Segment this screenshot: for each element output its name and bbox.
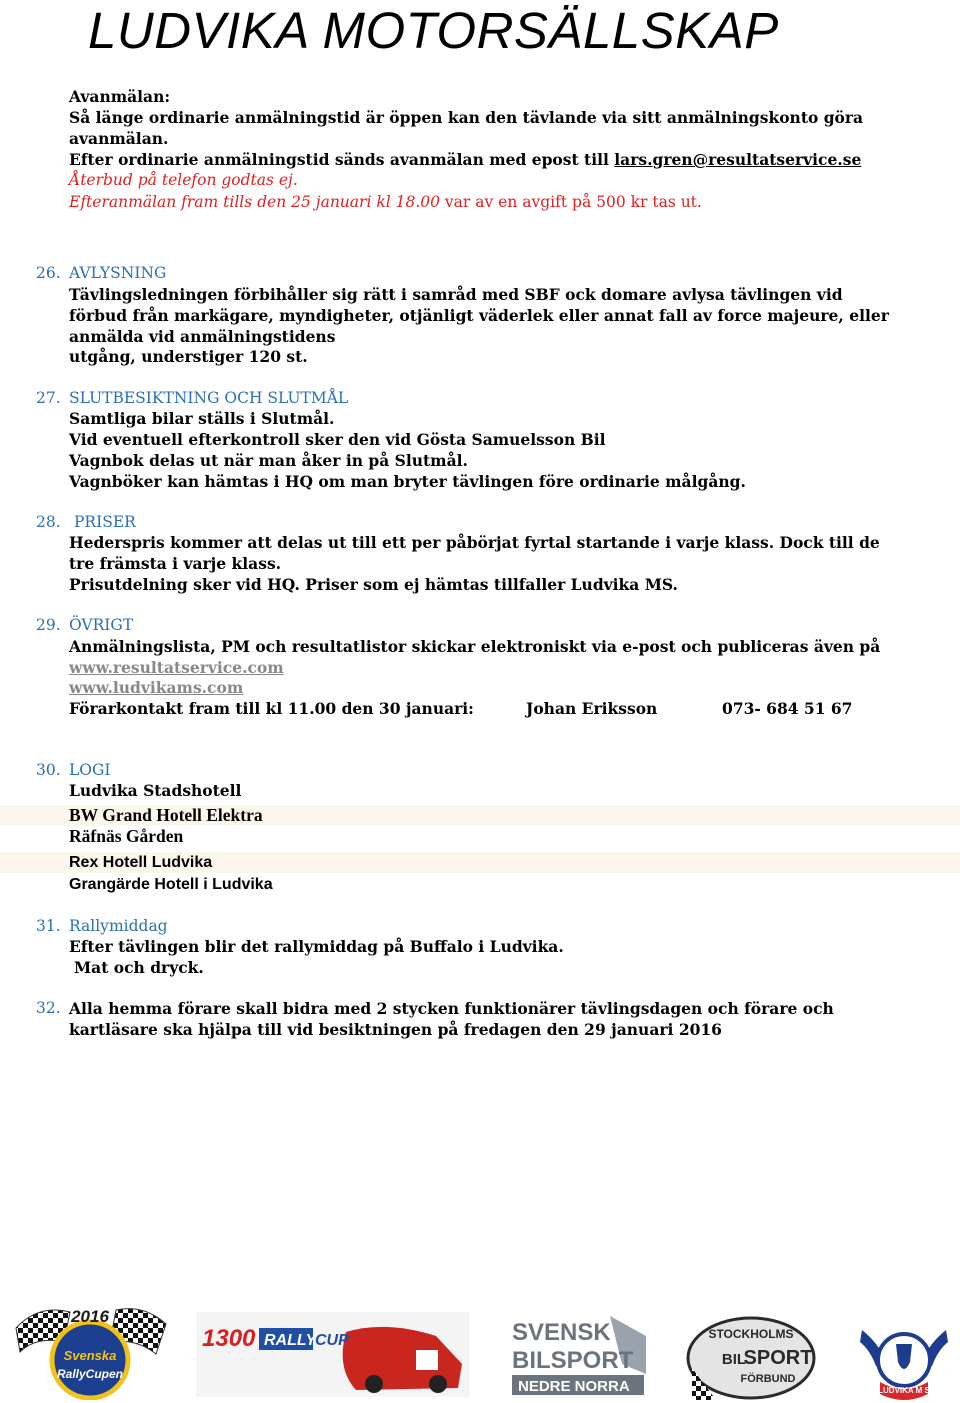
section-26-line: anmälda vid anmälningstidens (69, 327, 336, 346)
section-27-number: 27. (36, 389, 61, 407)
efteranmalan-fee: var av en avgift på 500 kr tas ut. (439, 193, 702, 211)
resultatservice-link[interactable]: www.resultatservice.com (69, 658, 284, 677)
avanmalan-line: avanmälan. (69, 129, 169, 148)
efteranmalan-date: Efteranmälan fram tills den 25 januari kl 18.00 (69, 193, 440, 211)
section-31-line: Mat och dryck. (74, 958, 204, 977)
avanmalan-email-line (69, 149, 861, 170)
efteranmalan-line (69, 192, 702, 213)
svenska-rallycupen-logo (8, 1298, 178, 1400)
bilsport-line: SVENSK (512, 1319, 611, 1346)
hotel-item: Ludvika Stadshotell (69, 781, 242, 800)
section-30-heading: LOGI (69, 761, 111, 779)
section-27-heading: SLUTBESIKTNING OCH SLUTMÅL (69, 389, 349, 407)
wheel-icon (365, 1375, 383, 1393)
section-30-number: 30. (36, 761, 61, 779)
rallycup-word: RALLY (264, 1332, 317, 1349)
stockholms-bilsport-forbund-logo (686, 1316, 816, 1400)
avanmalan-note: Återbud på telefon godtas ej. (69, 171, 298, 189)
stockholms-line: STOCKHOLMS (708, 1327, 794, 1341)
section-29-line: Anmälningslista, PM och resultatlistor skickar elektroniskt via e-post och publiceras även på (69, 637, 881, 656)
svensk-bilsport-logo (510, 1314, 646, 1396)
avanmalan-heading: Avanmälan: (69, 87, 171, 106)
cup-word: RallyCupen (56, 1367, 124, 1381)
section-31-line: Efter tävlingen blir det rallymiddag på Buffalo i Ludvika. (69, 937, 564, 956)
section-26-line: förbud från markägare, myndigheter, otjänligt väderlek eller annat fall av force majeure, eller (69, 306, 889, 325)
cup-year: 2016 (71, 1307, 109, 1326)
section-26-number: 26. (36, 264, 61, 282)
rallycup-suffix: CUP (315, 1332, 349, 1349)
ludvika-ms-text: LUDVIKA M S (878, 1386, 930, 1395)
hotel-item: Grangärde Hotell i Ludvika (69, 876, 273, 893)
cup-word: Svenska (63, 1348, 117, 1363)
contact-name: Johan Eriksson (526, 699, 658, 718)
rallycup-1300-logo (196, 1312, 469, 1397)
contact-phone: 073- 684 51 67 (722, 699, 853, 718)
section-28-number: 28. (36, 513, 61, 531)
section-29-heading: ÖVRIGT (69, 616, 134, 634)
section-27-line: Vid eventuell efterkontroll sker den vid Gösta Samuelsson Bil (69, 430, 606, 449)
bilsport-line: BILSPORT (512, 1347, 634, 1374)
section-28-line: Hederspris kommer att delas ut till ett per påbörjat fyrtal startande i varje klass. Dock till de (69, 533, 880, 552)
stockholms-line: BIL (721, 1351, 747, 1368)
bilsport-region: NEDRE NORRA (518, 1378, 630, 1395)
wheel-icon (429, 1375, 447, 1393)
avanmalan-line: Så länge ordinarie anmälningstid är öppen kan den tävlande via sitt anmälningskonto göra (69, 108, 864, 127)
section-29-number: 29. (36, 616, 61, 634)
section-26-line: Tävlingsledningen förbihåller sig rätt i samråd med SBF ock domare avlysa tävlingen vid (69, 285, 843, 304)
section-26-line: utgång, understiger 120 st. (69, 347, 308, 366)
ludvikams-link[interactable]: www.ludvikams.com (69, 678, 244, 697)
section-28-heading: PRISER (74, 513, 136, 531)
hotel-item: Rex Hotell Ludvika (69, 854, 213, 871)
section-32-number: 32. (36, 999, 61, 1017)
email-link[interactable]: lars.gren@resultatservice.se (614, 150, 862, 169)
section-27-line: Samtliga bilar ställs i Slutmål. (69, 409, 335, 428)
section-31-number: 31. (36, 917, 61, 935)
avanmalan-email-prefix: Efter ordinarie anmälningstid sänds avanmälan med epost till (69, 150, 615, 169)
section-28-line: Prisutdelning sker vid HQ. Priser som ej hämtas tillfaller Ludvika MS. (69, 575, 678, 594)
section-31-heading: Rallymiddag (69, 917, 168, 935)
section-28-line: tre främsta i varje klass. (69, 554, 282, 573)
car-number-plate (416, 1350, 438, 1370)
page-title: LUDVIKA MOTORSÄLLSKAP (88, 2, 779, 59)
hotel-item: Räfnäs Gården (69, 826, 184, 846)
section-32-line: kartläsare ska hjälpa till vid besiktningen på fredagen den 29 januari 2016 (69, 1020, 722, 1039)
contact-label: Förarkontakt fram till kl 11.00 den 30 januari: (69, 699, 474, 718)
section-27-line: Vagnböker kan hämtas i HQ om man bryter tävlingen före ordinarie målgång. (69, 472, 746, 491)
hotel-item: BW Grand Hotell Elektra (69, 805, 263, 825)
section-27-line: Vagnbok delas ut när man åker in på Slutmål. (69, 451, 468, 470)
stockholms-line: SPORT (743, 1347, 813, 1369)
stockholms-line: FÖRBUND (740, 1373, 796, 1385)
ludvika-ms-logo (858, 1316, 950, 1400)
section-32-line: Alla hemma förare skall bidra med 2 stycken funktionärer tävlingsdagen och förare och (69, 999, 834, 1018)
section-26-heading: AVLYSNING (69, 264, 167, 282)
rallycup-number: 1300 (202, 1325, 256, 1352)
